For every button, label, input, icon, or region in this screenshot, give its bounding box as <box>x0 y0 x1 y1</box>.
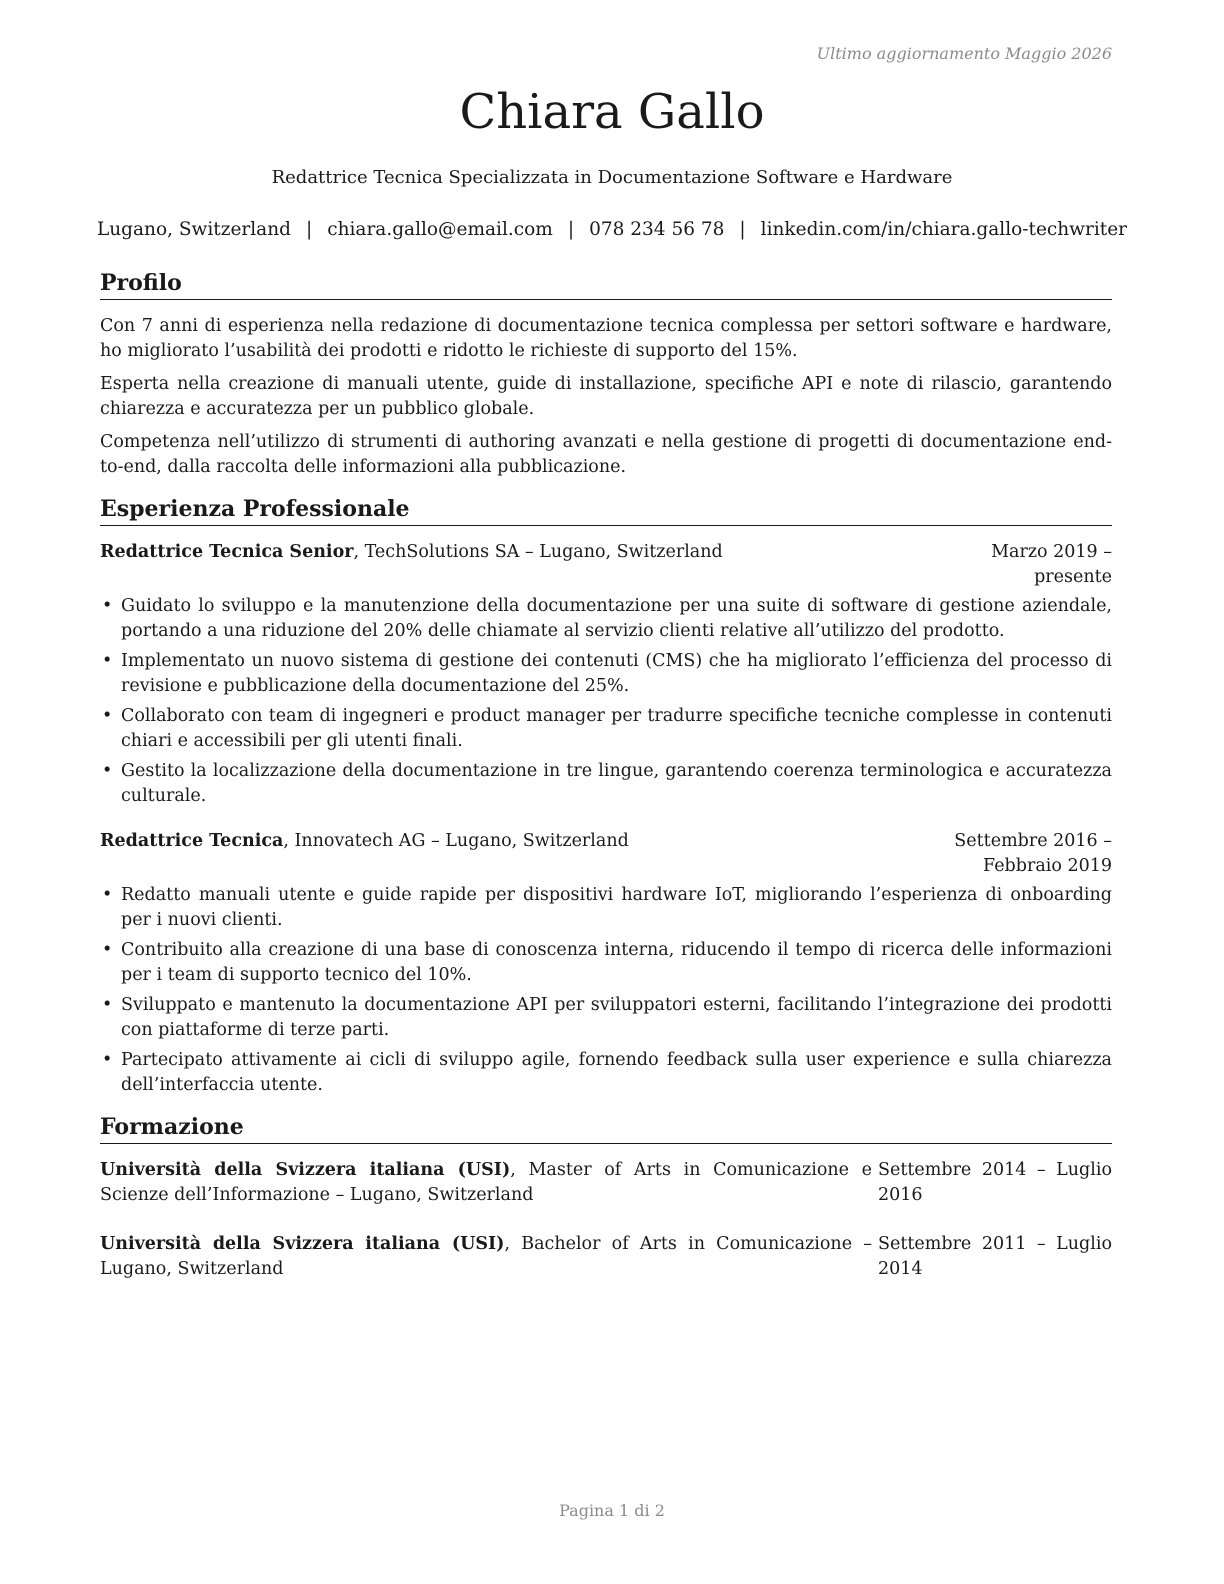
education-entry <box>100 1232 1112 1282</box>
job-bullets <box>100 883 1112 1098</box>
bullet-icon: • <box>102 885 113 905</box>
education-detail: , Bachelor of Arts in Comunicazione – Lugano, Switzerland <box>100 1234 873 1279</box>
bullet-text: Collaborato con team di ingegneri e product manager per tradurre specifiche tecniche complesse in contenuti chiari e accessibili per gli utenti finali. <box>121 706 1112 751</box>
last-updated: Ultimo aggiornamento Maggio 2026 <box>816 44 1112 63</box>
job-header <box>100 540 1112 590</box>
bullet-text: Sviluppato e mantenuto la documentazione API per sviluppatori esterni, facilitando l’integrazione dei prodotti con piattaforme di terze parti. <box>121 995 1112 1040</box>
candidate-headline: Redattrice Tecnica Specializzata in Documentazione Software e Hardware <box>271 167 953 188</box>
bullet-text: Implementato un nuovo sistema di gestione dei contenuti (CMS) che ha migliorato l’efficienza del processo di revisione e pubblicazione della documentazione del 25%. <box>121 651 1112 696</box>
page-number: Pagina 1 di 2 <box>559 1501 665 1520</box>
profile-paragraph: Esperta nella creazione di manuali utente, guide di installazione, specifiche API e note di rilascio, garantendo chiarezza e accuratezza per un pubblico globale. <box>100 374 1112 419</box>
job-dates: Marzo 2019 – presente <box>991 542 1112 587</box>
bullet-item <box>100 759 1112 809</box>
contact-line <box>0 219 1224 240</box>
bullet-text: Contribuito alla creazione di una base di conoscenza interna, riducendo il tempo di ricerca delle informazioni per i team di supporto tecnico del 10%. <box>121 940 1112 985</box>
profile-paragraph: Con 7 anni di esperienza nella redazione di documentazione tecnica complessa per settori software e hardware, ho migliorato l’usabilità dei prodotti e ridotto le richieste di supporto del 15%. <box>100 316 1112 361</box>
bullet-item <box>100 993 1112 1043</box>
job-entry <box>100 540 1112 809</box>
experience-section <box>100 494 1112 1098</box>
job-company: , Innovatech AG – Lugano, Switzerland <box>283 831 629 851</box>
education-entry <box>100 1158 1112 1208</box>
education-section <box>100 1112 1112 1282</box>
section-title-profile: Profilo <box>100 268 1112 300</box>
education-dates: Settembre 2014 – Luglio 2016 <box>878 1160 1112 1205</box>
bullet-text: Guidato lo sviluppo e la manutenzione della documentazione per una suite di software di gestione aziendale, portando a una riduzione del 20% delle chiamate al servizio clienti relative all’utilizzo del prodotto. <box>121 596 1112 641</box>
contact-separator: | <box>739 219 746 240</box>
contact-separator: | <box>567 219 575 240</box>
job-role: Redattrice Tecnica <box>100 831 284 851</box>
contact-location: Lugano, Switzerland <box>96 219 291 240</box>
bullet-item <box>100 649 1112 699</box>
education-institution: Università della Svizzera italiana (USI) <box>100 1160 511 1180</box>
education-dates: Settembre 2011 – Luglio 2014 <box>878 1234 1112 1279</box>
contact-phone[interactable]: 078 234 56 78 <box>589 219 725 240</box>
education-institution: Università della Svizzera italiana (USI) <box>100 1234 505 1254</box>
resume-body <box>100 268 1112 1306</box>
bullet-icon: • <box>102 651 113 671</box>
bullet-icon: • <box>102 596 113 616</box>
bullet-item <box>100 938 1112 988</box>
bullet-item <box>100 594 1112 644</box>
bullet-icon: • <box>102 995 113 1015</box>
job-entry <box>100 829 1112 1098</box>
profile-paragraph: Competenza nell’utilizzo di strumenti di authoring avanzati e nella gestione di progetti di documentazione end-to-end, dalla raccolta delle informazioni alla pubblicazione. <box>100 432 1112 477</box>
bullet-item <box>100 883 1112 933</box>
contact-email[interactable]: chiara.gallo@email.com <box>327 219 553 240</box>
bullet-item <box>100 1048 1112 1098</box>
section-title-education: Formazione <box>100 1112 1112 1144</box>
bullet-icon: • <box>102 940 113 960</box>
job-bullets <box>100 594 1112 809</box>
contact-separator: | <box>305 219 313 240</box>
bullet-icon: • <box>102 706 113 726</box>
job-role: Redattrice Tecnica Senior <box>100 542 354 562</box>
bullet-icon: • <box>102 1050 113 1070</box>
job-dates: Settembre 2016 – Febbraio 2019 <box>954 831 1112 876</box>
job-company: , TechSolutions SA – Lugano, Switzerland <box>353 542 723 562</box>
bullet-text: Partecipato attivamente ai cicli di sviluppo agile, fornendo feedback sulla user experience e sulla chiarezza dell’interfaccia utente. <box>121 1050 1112 1095</box>
candidate-name: Chiara Gallo <box>459 84 765 140</box>
job-header <box>100 829 1112 879</box>
contact-linkedin[interactable]: linkedin.com/in/chiara.gallo-techwriter <box>760 219 1128 240</box>
bullet-text: Gestito la localizzazione della documentazione in tre lingue, garantendo coerenza terminologica e accuratezza culturale. <box>121 761 1112 806</box>
bullet-item <box>100 704 1112 754</box>
profile-section <box>100 268 1112 480</box>
bullet-text: Redatto manuali utente e guide rapide per dispositivi hardware IoT, migliorando l’esperienza di onboarding per i nuovi clienti. <box>121 885 1112 930</box>
bullet-icon: • <box>102 761 113 781</box>
section-title-experience: Esperienza Professionale <box>100 494 1112 526</box>
education-detail: , Master of Arts in Comunicazione e Scienze dell’Informazione – Lugano, Switzerland <box>100 1160 873 1205</box>
